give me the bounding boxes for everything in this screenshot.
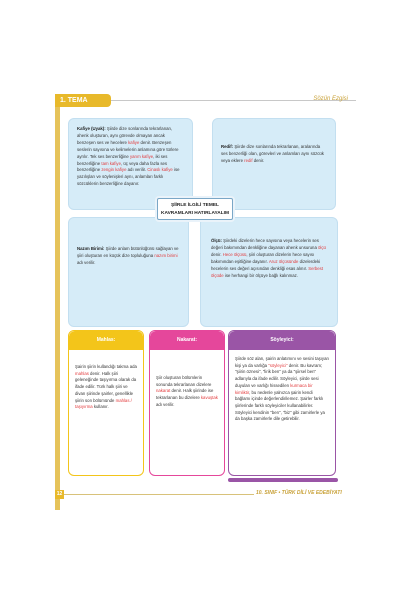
- center-label-line: KAVRAMLARI HATIRLAYALIM: [161, 211, 229, 216]
- unit-tab: 1. TEMA: [55, 94, 111, 107]
- footer-course-title: 10. SINIF • TÜRK DİLİ VE EDEBİYATI: [256, 490, 342, 496]
- kafiye-text: Şiirde dize sonlarında tekrarlanan, ahenk oluşturan, aynı görevde olmayan ancak benzeşen ses ve hecelere: [77, 126, 173, 145]
- kafiye-text: denir. Benzeşen seslerin sayısına ve kelimelerin anlamına göre türlere ayrılır. Tek ses benzerliğine: [77, 139, 179, 159]
- kafiye-text: , üç veya daha fazla ses benzerliğine: [77, 160, 168, 173]
- nakarat-card: [149, 330, 225, 476]
- nakarat-card-title: Nakarat:: [150, 331, 224, 350]
- kafiye-term: Kafiye (Uyak):: [77, 126, 106, 131]
- soyleyici-card-title: Söyleyici:: [229, 331, 335, 350]
- kafiye-highlight: tam kafiye: [101, 160, 121, 166]
- olcu-highlight: ölçü: [318, 244, 326, 250]
- olcu-text: denir.: [211, 251, 223, 257]
- nazim-text: Şiirde anlam bütünlüğünü sağlayan ve şiiri oluşturan en küçük dize topluluğuna: [77, 246, 179, 258]
- card-accent-strip: [228, 478, 338, 482]
- mahlas-card-title: Mahlas:: [69, 331, 143, 350]
- page-number: 12: [56, 491, 63, 497]
- center-concept-label: [157, 198, 233, 220]
- olcu-highlight: Serbest ölçüde: [211, 265, 324, 278]
- nakarat-text: Şiir oluşturan bölümlerin sonunda tekrarlanan dizelere: [156, 375, 212, 387]
- nakarat-card-body: [150, 350, 224, 413]
- nazim-term: Nazım Birimi:: [77, 246, 105, 251]
- mahlas-text: kullanır.: [92, 404, 109, 410]
- mahlas-card-body: [69, 350, 143, 415]
- center-label-line: ŞİİRLE İLGİLİ TEMEL: [171, 203, 219, 208]
- left-margin-bar: [55, 94, 60, 510]
- footer-divider: [64, 494, 254, 495]
- nazim-highlight: nazım birimi: [154, 252, 178, 258]
- kafiye-text: ise yazılışları ve söylenişleri aynı, anlamları farklı sözcüklerin benzerliğine dayanır.: [77, 167, 180, 187]
- olcu-text: ise herhangi bir ölçüye bağlı kalınmaz.: [223, 272, 298, 278]
- soyleyici-text: Şiirde söz alan, şairin anlatımını ve sesini taşıyan kişi ya da varlığa: [235, 356, 329, 368]
- redif-term: Redif:: [221, 144, 234, 149]
- soyleyici-highlight: "söyleyici": [268, 362, 288, 368]
- redif-text: denir.: [252, 157, 265, 163]
- olcu-text: Şiirdeki dizelerin hece sayısına veya hecelerin ses değeri bakımından denkliğine dayanan ahenk unsuruna: [211, 238, 319, 250]
- olcu-highlight: Hece ölçüsü: [222, 251, 247, 257]
- kafiye-box: [68, 118, 193, 210]
- nakarat-highlight: nakarat: [156, 388, 171, 394]
- soyleyici-text: denir. Bu kavram; "şiirin öznesi", "lirik ben" ya da "şiirsel ben" adlarıyla da ifade edilir. Söyleyici, şiirde sesi duyulan ve varlığı hissedilen: [235, 362, 323, 388]
- olcu-box: [200, 217, 338, 327]
- nazim-text: adı verilir.: [77, 259, 96, 265]
- soyleyici-text: , bu nedenle yalnızca şairin kendi bağlamı içinde değerlendirilemez. Şairler farklı şiirlerinde farklı söyleyiciler kullanabilirler. Söyleyici kendinin "ben", "biz" gibi zamirlerle ya da başka zamirlerle dile getirebilir.: [235, 389, 325, 422]
- kafiye-highlight: zengin kafiye: [101, 167, 127, 173]
- kafiye-text: adı verilir.: [126, 167, 148, 173]
- nakarat-text: adı verilir.: [156, 401, 175, 407]
- kafiye-text: , iki ses benzerliğine: [77, 153, 168, 166]
- section-title: Sözün Ezgisi: [313, 96, 348, 102]
- mahlas-highlight: mahlas / taşıyırma: [75, 397, 132, 410]
- kafiye-highlight: yarım kafiye: [129, 153, 154, 159]
- mahlas-text: denir. Halk şiiri geleneğinde taşıyırma olarak da ifade edilir. Türk halk şiiri ve divan şiirinde şairler, genellikle şiirin son bölümünde: [75, 370, 137, 403]
- soyleyici-card-body: [229, 350, 335, 427]
- olcu-text: , şiiri oluşturan dizelerin hece sayısı bakımından eşitliğine dayanır.: [211, 251, 315, 264]
- nakarat-highlight: kavuştak: [200, 395, 218, 401]
- mahlas-highlight: mahlas: [75, 370, 89, 376]
- mahlas-text: Şairin şiirin kullandığı takma ada: [75, 364, 137, 369]
- kafiye-highlight: kafiye: [128, 139, 140, 145]
- soyleyici-highlight: kurmaca bir kimliktir: [235, 382, 313, 395]
- soyleyici-card: [228, 330, 336, 476]
- olcu-highlight: Aruz ölçüsünde: [268, 258, 299, 264]
- redif-highlight: redif: [244, 157, 253, 163]
- redif-text: Şiirde dize sonlarında tekrarlanan, aralarında ses benzerliği olan, görevleri ve anlamları aynı sözcük veya eklere: [221, 144, 324, 163]
- kafiye-highlight: Cinaslı kafiye: [147, 167, 173, 173]
- nakarat-text: denir. Halk şiirinde ise tekrarlanan bu dizelere: [156, 388, 214, 401]
- redif-box: [212, 118, 336, 210]
- nazim-birimi-box: [68, 217, 189, 327]
- olcu-term: Ölçü:: [211, 238, 222, 243]
- mahlas-card: [68, 330, 144, 476]
- olcu-text: dizelerdeki hecelerin ses değeri açısından denkliği esas alınır.: [211, 258, 321, 271]
